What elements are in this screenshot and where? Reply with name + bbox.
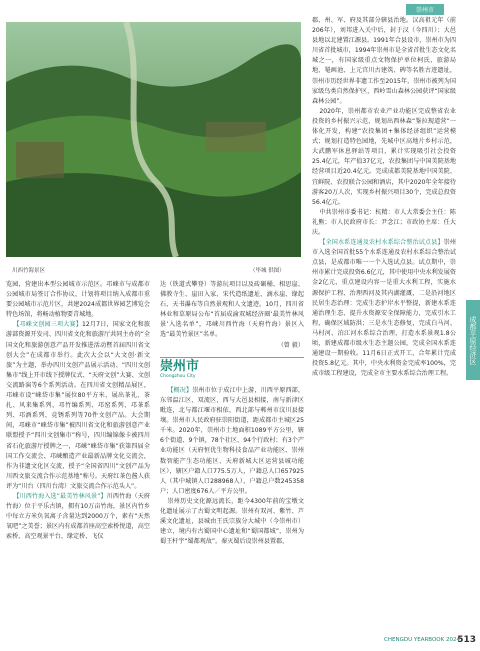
col1-heading-1: 【邛崃文创园三项大赛】 xyxy=(13,321,83,329)
col2-para-2: 崇州市位于成江中上游，川西平原西部，东邻温江区、双流区，西与大邑县相接，南与新津区毗连，北与都江堰市相依，西北部与郫州市汶川县接壤。崇州市人民政府驻崇阳街道，距成都市主城区25千米。2020年，崇州市土地面积1089平方公里，辖6个街道、9个镇，78个社区、94个行政村；有3个产业功能区（天府恒优生物科技食品产业功能区、崇州数智能产生态功能区、天府新城大区运营县城功能区），辖区户籍人口775.5万人，户籍总人口657925人（其中城镇人口288968人），户籍总户数245358户；人口密度676人／平方公里。 xyxy=(160,386,304,495)
header-label: 崇州市 xyxy=(415,7,434,14)
photo-caption-right: （毕城 供图） xyxy=(250,268,285,274)
col1-heading-2: 【川西竹海入选“最美竹林风景”】 xyxy=(13,492,107,500)
page-number: 513 xyxy=(457,635,476,645)
section-header-badge xyxy=(406,4,444,15)
col2-heading-1: 【概况】 xyxy=(167,386,193,394)
bamboo-sea-image xyxy=(6,22,301,257)
col2-signature: （曾 毅） xyxy=(277,341,304,349)
footer-yearbook: CHENGDU YEARBOOK 2024 xyxy=(384,637,460,643)
col2-para-3: 崇州历史文化源远流长，距今4300年前的宝墩文化遗址展示了古蜀文明起源。崇州有双河、紫竹、芦溪文化遗址，县城由王氏宗族分大城中（今崇州市）建立，境内有古蜀国中心遗址和“蜀国都城”，崇州为蜀王杆宇“蜀都观故”。秦灭蜀后设崇州县置郡， xyxy=(160,497,304,546)
col1-para-1: 12月7日，国家文化和旅游部资源开发司、四川省文化和旅游厅共同主办的“全国文化和旅游创意产品开发推进活动暨首届四川省文创大会”在成都市举行。此次大会以“大文创·新文旅”为主题，举办四川文创产品展示活动、“四川文创集市”线上开市线下授牌仪式、“天府文创”大赛、文创交流路演等6个系列活动。在四川省文创精品展区，邛崃市设“崃岱市集”展位80平方米，展出茶礼、茶扎、风来集系列、邛竹编系列、邛窑系列、邛茶系列、邛酒系列、竞锈系列等70件文创产品。大会期间，邛崃市“崃岱市集”被四川省文化和旅游创意产业联盟授予“四川文创集市”称号，四川编锦像卡被四川省石化旅游厅授牌之一，邛崃“崃岱市集”获第四届全国工作交流会、邛崃酿造产业最新品牌文化交流会，作为非遗文化区交流，授予“全国省四川”文创产品为川西文旅交流合作示范基地”称号。天府红茶色酱人获评为“川台（四川台湾）文旅交流合作示范头人”。 xyxy=(6,321,150,490)
col1-intro: 览园，营建出本型公园城市示范区。邛崃市与成都市公园城市局签订合作协议，计划将项目纳入成都市重要公园城市示范片区，共建2024成都世界园艺博览会特色场馆，将畅动植物要青城地。 xyxy=(6,281,150,319)
column-3 xyxy=(312,16,456,635)
column-2 xyxy=(160,280,304,635)
region-side-tab: 成都平原经济区 xyxy=(466,300,480,380)
photo-caption-left: 川西竹海景区 xyxy=(12,268,46,274)
col3-para-3: 中共崇州市委书记：杭精：市人大常委会主任：陈礼熊；市人民政府市长：尹念江；市政协主席：任大庆。 xyxy=(312,208,456,236)
scenic-photo xyxy=(6,22,301,257)
col3-para-2: 2020年，崇州都市农业产业功能区完成整省农业投资的乡村振兴示范，规划出西林森“鉴拉现道营”一体化开发，构建“农投集团+集体经济组织”运营模式；规划打造特色园地，先城中区高地片乡村示范，大武鹏军休息驿站等项目，累计实现吸引社会投资25.4亿元，年产值37亿元，农投集团与中国美院基地经营项目近20.4亿元。完成成都美院基地中国美院、宜鲜院、农投联合公园和酒店，其中2020年全年接待游客20万人次，实现乡村振兴项目30个，完成总投资56.4亿元。 xyxy=(312,107,456,206)
section-subtitle: Chongzhou City xyxy=(160,373,196,379)
section-heading-block xyxy=(160,357,304,382)
col3-para-4: 崇州市入选全国首批55个水系连通及农村水系综合整治试点县，是成都市唯一一个入选试点县。试点期中，崇州市累计完成投资6.6亿元，其中使用中央水利发展资金2亿元，重点建设内容一是重大水利工程，实施水源保护工程、治理西河及其内湖灌溉，二是沿河地区民居生态治理：完成生态护岸水平整提，新建水系连通治理生态、提升水资源安全保障能力，完成引水工程，确保区域防洪；三是水生态修复，完成白马河、马村河、泊江河水系综合治理，打造水系景观1.8公顷，新建成都市级水生态主题公园，完成全国水系连通建设一期验收。11月6日正式开工，合年累计完成投资5.8亿元。其中，中央水利资金完成率100%，完成市级工程建设，完成全市主要水系综合治理工程。 xyxy=(312,239,456,378)
col3-heading-1: 【全国水系连通及农村水系综合整治试点县】 xyxy=(319,239,444,247)
column-1 xyxy=(6,280,150,635)
section-title: 崇州市 xyxy=(160,358,200,374)
col3-para-1: 郡、州、军、府及其部分辖县治地。汉高祖元年（前206年），刘邦进入关中后，封于汉（今四川）；大邑县地以北建置江源县。1991年合县设市，崇州市为四川省首批城市，1994年崇州市是全省首批生态文化名城之一，有国家级重点文物保护单位柯氏、旅游局地、罨画池、上元宫川古建筑、碑等名胜古迹遗址，崇州市历经世界非遗工作至2015年，崇州市被列为国家级鸟类自然保护区，西岭雪山森林公园获评“国家级森林公园”。 xyxy=(312,17,456,105)
col1-para-2: 川西竹海（天府竹海）位于平乐古镇，拥有10万亩竹海，景区内竹乡中每立方米负氧离子含量达到2000万个，素有“天然氧吧”之美誉；景区内有成都首座高空索桥悦道，高空索桥、高空观景平台、缘定桥、飞仪 xyxy=(6,492,150,541)
col2-para-1: 达（铁道式攀登）等游玩项目以及砖碾桶、相思崖、佛教寺生、崖田入家、宋代造纸遗址、滴水崖、缘起石、天书瀑布等自然景观和人文遗迹。10月，四川省林业和草原局公布“首届成渝双城经济圈‘最美竹林风景’入选名单”，邛崃川西竹海（天府竹海）景区入选“最美竹景区”名单。 xyxy=(160,281,304,339)
